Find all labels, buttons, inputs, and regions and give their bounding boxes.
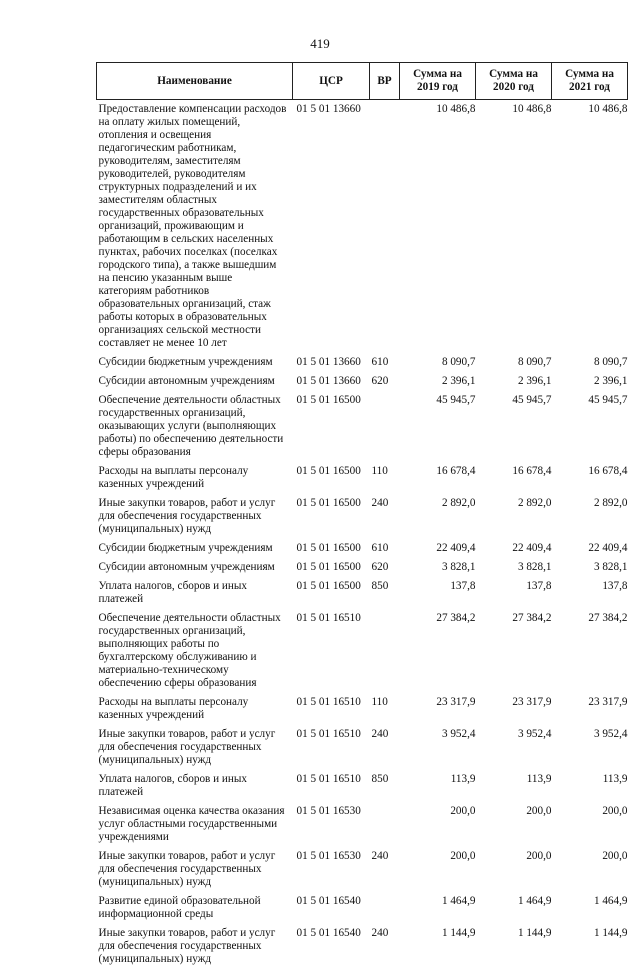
row-csr-code: 01 5 01 16500 bbox=[293, 561, 370, 580]
row-sum-2020: 200,0 bbox=[476, 850, 552, 895]
row-name: Иные закупки товаров, работ и услуг для обеспечения государственных (муниципальных) нужд bbox=[97, 497, 293, 542]
row-sum-2021: 200,0 bbox=[552, 850, 628, 895]
table-row bbox=[97, 100, 628, 357]
table-row bbox=[97, 612, 628, 696]
row-sum-2020: 2 892,0 bbox=[476, 497, 552, 542]
row-sum-2019: 200,0 bbox=[400, 805, 476, 850]
row-name: Независимая оценка качества оказания услуг областными государственными учреждениями bbox=[97, 805, 293, 850]
row-sum-2021: 23 317,9 bbox=[552, 696, 628, 728]
row-name: Предоставление компенсации расходов на оплату жилых помещений, отопления и освещения педагогическим работникам, руководителям, заместителям руководителей, руководителям структурных подразделений и их заместителям областных государственных образовательных организаций, проживающим и работающим в сельских населенных пунктах, рабочих поселках (поселках городского типа), а также вышедшим на пенсию указанным выше категориям работников образовательных организаций, стаж работы которых в образовательных организациях сельской местности составляет не менее 10 лет bbox=[97, 100, 293, 357]
row-name: Иные закупки товаров, работ и услуг для обеспечения государственных (муниципальных) нужд bbox=[97, 728, 293, 773]
row-vr-code: 620 bbox=[370, 561, 400, 580]
table-row bbox=[97, 696, 628, 728]
row-sum-2020: 1 144,9 bbox=[476, 927, 552, 972]
row-sum-2019: 1 464,9 bbox=[400, 895, 476, 927]
row-name: Обеспечение деятельности областных государственных организаций, выполняющих работы по бухгалтерскому обслуживанию и материально-техническому обеспечению сферы образования bbox=[97, 612, 293, 696]
row-vr-code bbox=[370, 394, 400, 465]
row-name: Субсидии автономным учреждениям bbox=[97, 375, 293, 394]
row-sum-2020: 23 317,9 bbox=[476, 696, 552, 728]
row-sum-2020: 45 945,7 bbox=[476, 394, 552, 465]
row-vr-code: 240 bbox=[370, 927, 400, 972]
row-csr-code: 01 5 01 13660 bbox=[293, 356, 370, 375]
row-sum-2019: 3 952,4 bbox=[400, 728, 476, 773]
row-sum-2019: 2 892,0 bbox=[400, 497, 476, 542]
row-vr-code: 610 bbox=[370, 542, 400, 561]
row-vr-code: 240 bbox=[370, 850, 400, 895]
row-sum-2021: 1 144,9 bbox=[552, 927, 628, 972]
row-sum-2020: 137,8 bbox=[476, 580, 552, 612]
table-row bbox=[97, 394, 628, 465]
row-csr-code: 01 5 01 16530 bbox=[293, 850, 370, 895]
row-sum-2021: 200,0 bbox=[552, 805, 628, 850]
row-name: Развитие единой образовательной информационной среды bbox=[97, 895, 293, 927]
table-row bbox=[97, 895, 628, 927]
row-vr-code bbox=[370, 612, 400, 696]
header-sum-2019: Сумма на 2019 год bbox=[400, 63, 476, 100]
row-sum-2019: 113,9 bbox=[400, 773, 476, 805]
row-sum-2019: 8 090,7 bbox=[400, 356, 476, 375]
table-header bbox=[97, 63, 628, 100]
row-sum-2021: 137,8 bbox=[552, 580, 628, 612]
row-vr-code: 110 bbox=[370, 696, 400, 728]
row-vr-code: 240 bbox=[370, 728, 400, 773]
table-row bbox=[97, 773, 628, 805]
row-name: Субсидии автономным учреждениям bbox=[97, 561, 293, 580]
row-name: Обеспечение деятельности областных государственных организаций, оказывающих услуги (выполняющих работы) по обеспечению деятельности сферы образования bbox=[97, 394, 293, 465]
row-vr-code bbox=[370, 100, 400, 357]
row-sum-2020: 16 678,4 bbox=[476, 465, 552, 497]
header-csr: ЦСР bbox=[293, 63, 370, 100]
row-csr-code: 01 5 01 16510 bbox=[293, 612, 370, 696]
row-name: Иные закупки товаров, работ и услуг для обеспечения государственных (муниципальных) нужд bbox=[97, 927, 293, 972]
row-sum-2021: 3 952,4 bbox=[552, 728, 628, 773]
row-vr-code: 110 bbox=[370, 465, 400, 497]
row-csr-code: 01 5 01 13660 bbox=[293, 375, 370, 394]
row-sum-2020: 113,9 bbox=[476, 773, 552, 805]
row-sum-2019: 2 396,1 bbox=[400, 375, 476, 394]
page-number: 419 bbox=[0, 36, 640, 52]
row-sum-2021: 2 396,1 bbox=[552, 375, 628, 394]
row-sum-2019: 16 678,4 bbox=[400, 465, 476, 497]
row-sum-2021: 2 892,0 bbox=[552, 497, 628, 542]
row-sum-2019: 200,0 bbox=[400, 850, 476, 895]
row-vr-code: 240 bbox=[370, 497, 400, 542]
table-row bbox=[97, 580, 628, 612]
row-sum-2019: 3 828,1 bbox=[400, 561, 476, 580]
row-csr-code: 01 5 01 16510 bbox=[293, 773, 370, 805]
row-csr-code: 01 5 01 16500 bbox=[293, 394, 370, 465]
row-sum-2021: 3 828,1 bbox=[552, 561, 628, 580]
row-sum-2020: 2 396,1 bbox=[476, 375, 552, 394]
row-csr-code: 01 5 01 16510 bbox=[293, 728, 370, 773]
row-sum-2019: 27 384,2 bbox=[400, 612, 476, 696]
table-row bbox=[97, 561, 628, 580]
table-row bbox=[97, 805, 628, 850]
row-csr-code: 01 5 01 16540 bbox=[293, 927, 370, 972]
header-sum-2021: Сумма на 2021 год bbox=[552, 63, 628, 100]
row-vr-code: 850 bbox=[370, 773, 400, 805]
row-sum-2020: 22 409,4 bbox=[476, 542, 552, 561]
row-sum-2019: 1 144,9 bbox=[400, 927, 476, 972]
row-sum-2020: 27 384,2 bbox=[476, 612, 552, 696]
row-name: Субсидии бюджетным учреждениям bbox=[97, 542, 293, 561]
row-sum-2020: 10 486,8 bbox=[476, 100, 552, 357]
row-sum-2021: 113,9 bbox=[552, 773, 628, 805]
row-sum-2021: 22 409,4 bbox=[552, 542, 628, 561]
row-name: Иные закупки товаров, работ и услуг для обеспечения государственных (муниципальных) нужд bbox=[97, 850, 293, 895]
table-row bbox=[97, 375, 628, 394]
row-sum-2021: 27 384,2 bbox=[552, 612, 628, 696]
row-sum-2020: 3 952,4 bbox=[476, 728, 552, 773]
row-sum-2021: 10 486,8 bbox=[552, 100, 628, 357]
row-csr-code: 01 5 01 16530 bbox=[293, 805, 370, 850]
table-row bbox=[97, 728, 628, 773]
row-name: Субсидии бюджетным учреждениям bbox=[97, 356, 293, 375]
row-name: Расходы на выплаты персоналу казенных учреждений bbox=[97, 465, 293, 497]
row-sum-2021: 1 464,9 bbox=[552, 895, 628, 927]
row-sum-2020: 200,0 bbox=[476, 805, 552, 850]
row-csr-code: 01 5 01 16510 bbox=[293, 696, 370, 728]
row-sum-2019: 23 317,9 bbox=[400, 696, 476, 728]
row-vr-code: 620 bbox=[370, 375, 400, 394]
row-sum-2021: 8 090,7 bbox=[552, 356, 628, 375]
row-csr-code: 01 5 01 16540 bbox=[293, 895, 370, 927]
row-sum-2021: 45 945,7 bbox=[552, 394, 628, 465]
row-sum-2019: 10 486,8 bbox=[400, 100, 476, 357]
row-csr-code: 01 5 01 16500 bbox=[293, 465, 370, 497]
row-vr-code: 610 bbox=[370, 356, 400, 375]
row-name: Уплата налогов, сборов и иных платежей bbox=[97, 773, 293, 805]
row-csr-code: 01 5 01 16500 bbox=[293, 580, 370, 612]
row-sum-2020: 3 828,1 bbox=[476, 561, 552, 580]
budget-table bbox=[96, 62, 628, 972]
row-csr-code: 01 5 01 16500 bbox=[293, 497, 370, 542]
row-sum-2021: 16 678,4 bbox=[552, 465, 628, 497]
row-sum-2019: 22 409,4 bbox=[400, 542, 476, 561]
header-sum-2020: Сумма на 2020 год bbox=[476, 63, 552, 100]
row-name: Расходы на выплаты персоналу казенных учреждений bbox=[97, 696, 293, 728]
table-row bbox=[97, 850, 628, 895]
row-csr-code: 01 5 01 13660 bbox=[293, 100, 370, 357]
table-row bbox=[97, 356, 628, 375]
row-vr-code: 850 bbox=[370, 580, 400, 612]
row-sum-2020: 1 464,9 bbox=[476, 895, 552, 927]
table-row bbox=[97, 497, 628, 542]
row-csr-code: 01 5 01 16500 bbox=[293, 542, 370, 561]
row-vr-code bbox=[370, 805, 400, 850]
table-body bbox=[97, 100, 628, 972]
row-name: Уплата налогов, сборов и иных платежей bbox=[97, 580, 293, 612]
table-row bbox=[97, 927, 628, 972]
row-sum-2019: 45 945,7 bbox=[400, 394, 476, 465]
row-sum-2020: 8 090,7 bbox=[476, 356, 552, 375]
row-vr-code bbox=[370, 895, 400, 927]
table-row bbox=[97, 465, 628, 497]
table-row bbox=[97, 542, 628, 561]
header-vr: ВР bbox=[370, 63, 400, 100]
header-name: Наименование bbox=[97, 63, 293, 100]
row-sum-2019: 137,8 bbox=[400, 580, 476, 612]
